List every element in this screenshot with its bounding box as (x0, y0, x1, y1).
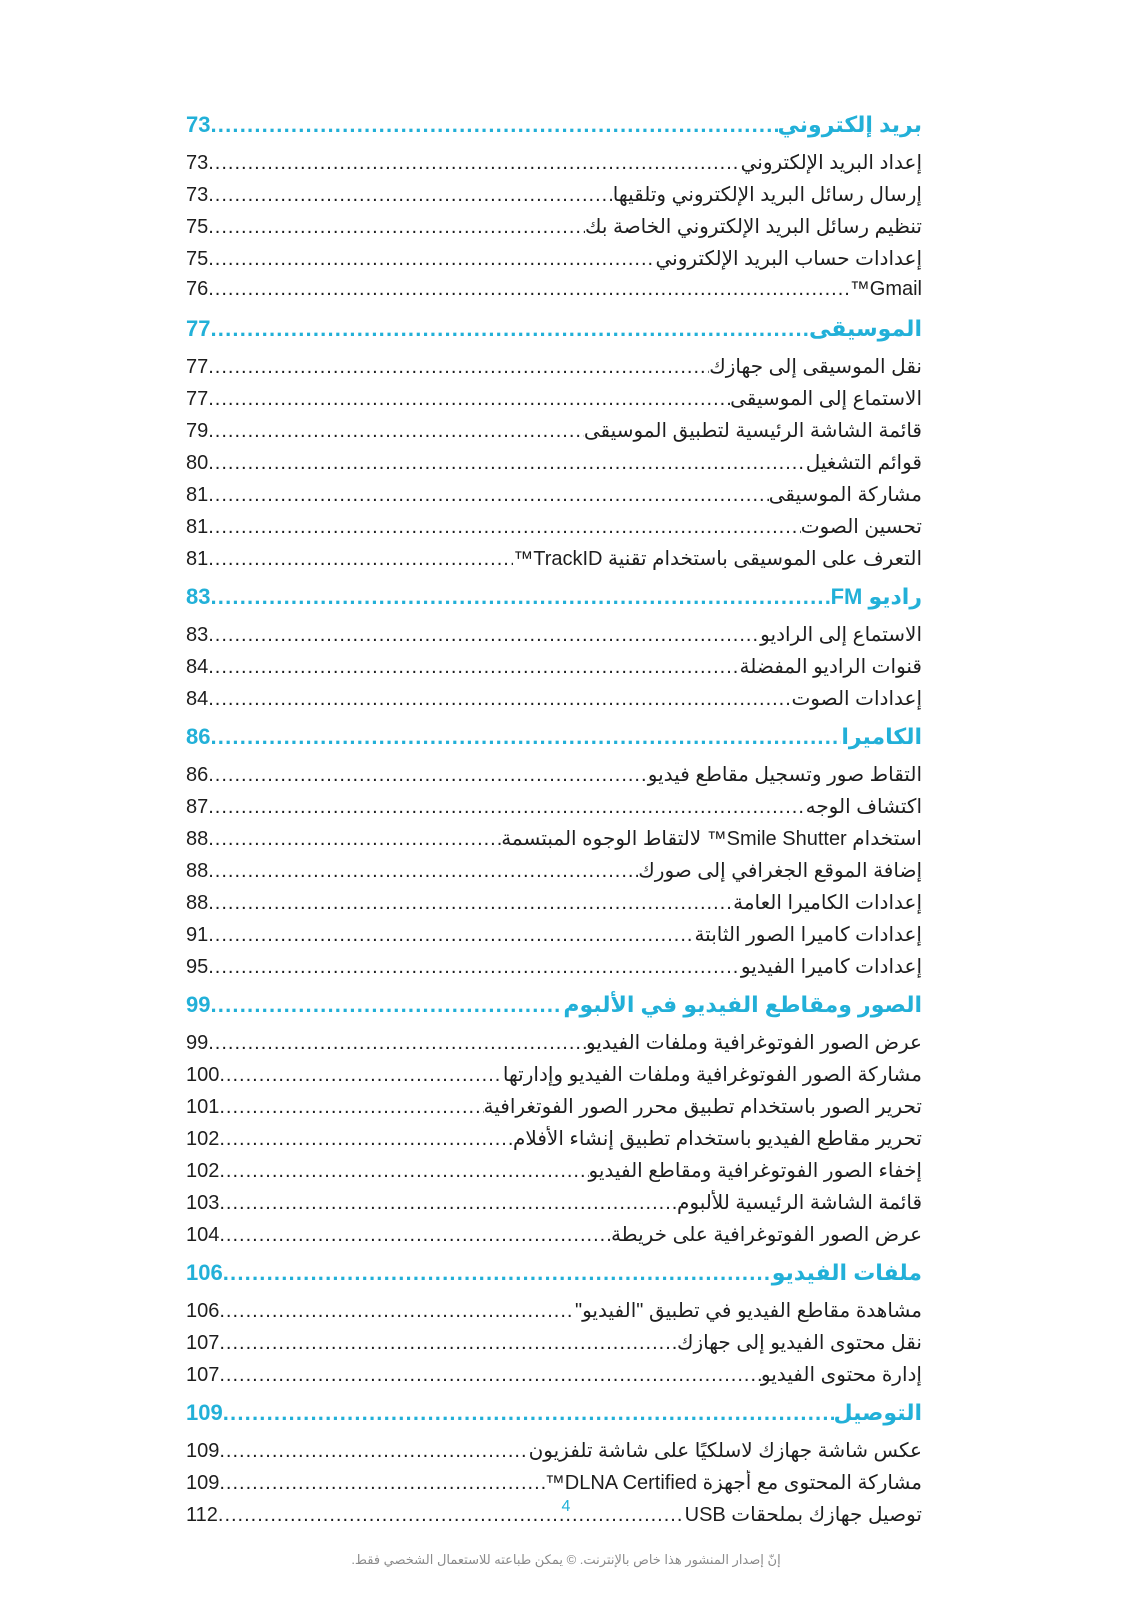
dot-leader (208, 656, 739, 679)
toc-entry[interactable] (186, 278, 922, 310)
toc-entry[interactable] (186, 1190, 922, 1222)
toc-entry-page-number: 99 (186, 1032, 209, 1054)
toc-heading[interactable] (186, 310, 922, 354)
dot-leader (219, 1224, 611, 1247)
dot-leader (208, 1032, 586, 1055)
dot-leader (219, 1332, 677, 1355)
toc-entry-title: عرض الصور الفوتوغرافية على خريطة (610, 1224, 922, 1246)
toc-entry[interactable] (186, 546, 922, 578)
toc-entry[interactable] (186, 1298, 922, 1330)
toc-entry-page-number: 81 (186, 548, 209, 570)
toc-entry-page-number: 87 (186, 796, 209, 818)
toc-entry-page-number: 104 (186, 1224, 220, 1246)
toc-heading[interactable] (186, 718, 922, 762)
toc-entry-title: تحسين الصوت (800, 516, 922, 538)
toc-entry[interactable] (186, 418, 922, 450)
toc-entry-title: إرسال رسائل البريد الإلكتروني وتلقيها (612, 184, 922, 206)
dot-leader (210, 112, 777, 138)
toc-entry-page-number: 77 (186, 388, 209, 410)
toc-entry-title: قنوات الراديو المفضلة (739, 656, 922, 678)
dot-leader (208, 624, 760, 647)
toc-entry-title: التعرف على الموسيقى باستخدام تقنية TrackID™ (513, 548, 922, 570)
dot-leader (208, 152, 740, 175)
toc-entry-page-number: 102 (186, 1160, 220, 1182)
toc-entry[interactable] (186, 794, 922, 826)
dot-leader (219, 1440, 528, 1463)
toc-entry-page-number: 100 (186, 1064, 220, 1086)
toc-entry-page-number: 81 (186, 484, 209, 506)
toc-heading-page-number: 99 (186, 992, 211, 1017)
toc-entry-title: إضافة الموقع الجغرافي إلى صورك (638, 860, 922, 882)
dot-leader (219, 1472, 544, 1495)
toc-entry-page-number: 77 (186, 356, 209, 378)
toc-heading-page-number: 83 (186, 584, 211, 609)
toc-heading[interactable] (186, 1394, 922, 1438)
toc-entry[interactable] (186, 654, 922, 686)
toc-entry[interactable] (186, 1126, 922, 1158)
dot-leader (210, 724, 841, 750)
toc-entry-title: عرض الصور الفوتوغرافية وملفات الفيديو (586, 1032, 922, 1054)
toc-section (186, 718, 922, 986)
toc-entry-title: قائمة الشاشة الرئيسية لتطبيق الموسيقى (583, 420, 922, 442)
toc-heading-page-number: 109 (186, 1400, 223, 1425)
toc-section (186, 106, 922, 310)
dot-leader (210, 992, 563, 1018)
toc-heading-page-number: 73 (186, 112, 211, 137)
toc-entry-page-number: 107 (186, 1364, 220, 1386)
toc-entry-page-number: 76 (186, 278, 209, 300)
toc-entry[interactable] (186, 1362, 922, 1394)
toc-entry-page-number: 73 (186, 152, 209, 174)
toc-entry[interactable] (186, 150, 922, 182)
toc-entry-title: إدارة محتوى الفيديو (760, 1364, 922, 1386)
dot-leader (219, 1192, 677, 1215)
toc-heading-title: التوصيل (833, 1400, 922, 1425)
toc-entry-title: إعدادات الصوت (791, 688, 922, 710)
toc-entry-title: التقاط صور وتسجيل مقاطع فيديو (647, 764, 922, 786)
dot-leader (210, 584, 830, 610)
dot-leader (219, 1160, 588, 1183)
dot-leader (208, 248, 655, 271)
toc-entry-title: الاستماع إلى الراديو (760, 624, 922, 646)
toc-entry[interactable] (186, 922, 922, 954)
toc-entry-page-number: 73 (186, 184, 209, 206)
toc-entry-title: تحرير مقاطع الفيديو باستخدام تطبيق إنشاء الأفلام (513, 1128, 922, 1150)
toc-entry[interactable] (186, 354, 922, 386)
toc-entry-page-number: 84 (186, 688, 209, 710)
dot-leader (208, 892, 733, 915)
dot-leader (208, 388, 730, 411)
toc-entry[interactable] (186, 1222, 922, 1254)
dot-leader (208, 356, 709, 379)
toc-entry-title: Gmail™ (849, 278, 922, 300)
toc-section (186, 986, 922, 1254)
toc-entry-title: إعدادات حساب البريد الإلكتروني (655, 248, 922, 270)
dot-leader (210, 316, 808, 342)
toc-entry[interactable] (186, 1062, 922, 1094)
toc-heading-title: بريد إلكتروني (777, 112, 922, 137)
toc-entry[interactable] (186, 450, 922, 482)
toc-entry[interactable] (186, 858, 922, 890)
toc-entry-title: إعدادات كاميرا الفيديو (740, 956, 922, 978)
toc-heading[interactable] (186, 1254, 922, 1298)
toc-entry[interactable] (186, 1158, 922, 1190)
toc-entry-title: عكس شاشة جهازك لاسلكيًا على شاشة تلفزيون (528, 1440, 922, 1462)
toc-entry-page-number: 112 (186, 1504, 218, 1526)
toc-entry-page-number: 107 (186, 1332, 220, 1354)
toc-entry-page-number: 80 (186, 452, 209, 474)
dot-leader (208, 278, 850, 301)
dot-leader (208, 548, 513, 571)
toc-entry-page-number: 86 (186, 764, 209, 786)
toc-entry-title: مشاركة الموسيقى (768, 484, 922, 506)
dot-leader (219, 1300, 575, 1323)
toc-entry-title: تحرير الصور باستخدام تطبيق محرر الصور الفوتغرافية (483, 1096, 922, 1118)
toc-entry-page-number: 83 (186, 624, 209, 646)
dot-leader (223, 1400, 834, 1426)
toc-entry[interactable] (186, 514, 922, 546)
toc-entry[interactable] (186, 1094, 922, 1126)
toc-heading-title: الموسيقى (808, 316, 922, 341)
toc-heading-title: راديو FM (830, 584, 922, 609)
toc-entry-page-number: 91 (186, 924, 209, 946)
dot-leader (208, 924, 694, 947)
toc-heading-page-number: 106 (186, 1260, 223, 1285)
dot-leader (208, 184, 613, 207)
toc-entry[interactable] (186, 182, 922, 214)
toc-entry-title: إعدادات الكاميرا العامة (733, 892, 922, 914)
toc-entry-title: الاستماع إلى الموسيقى (730, 388, 922, 410)
toc-entry[interactable] (186, 1438, 922, 1470)
toc-section (186, 578, 922, 718)
dot-leader (208, 484, 769, 507)
toc-entry-page-number: 101 (186, 1096, 220, 1118)
dot-leader (208, 452, 806, 475)
toc-entry-title: نقل محتوى الفيديو إلى جهازك (676, 1332, 922, 1354)
dot-leader (208, 860, 638, 883)
toc-entry[interactable] (186, 890, 922, 922)
toc-entry[interactable] (186, 386, 922, 418)
toc-entry[interactable] (186, 214, 922, 246)
toc-entry-page-number: 95 (186, 956, 209, 978)
toc-entry-page-number: 106 (186, 1300, 220, 1322)
toc-heading-page-number: 77 (186, 316, 211, 341)
toc-entry[interactable] (186, 482, 922, 514)
toc-entry-title: اكتشاف الوجه (805, 796, 922, 818)
dot-leader (208, 796, 805, 819)
dot-leader (208, 516, 800, 539)
table-of-contents (186, 106, 922, 1534)
toc-entry[interactable] (186, 762, 922, 794)
toc-entry[interactable] (186, 246, 922, 278)
toc-entry-title: تنظيم رسائل البريد الإلكتروني الخاصة بك (585, 216, 922, 238)
toc-heading-title: ملفات الفيديو (771, 1260, 922, 1285)
toc-entry-page-number: 75 (186, 248, 209, 270)
toc-entry[interactable] (186, 622, 922, 654)
toc-heading[interactable] (186, 578, 922, 622)
toc-entry-title: قوائم التشغيل (805, 452, 922, 474)
toc-entry-title: مشاهدة مقاطع الفيديو في تطبيق "الفيديو" (575, 1300, 922, 1322)
toc-entry-title: استخدام Smile Shutter™ لالتقاط الوجوه المبتسمة (501, 828, 922, 850)
toc-entry-page-number: 102 (186, 1128, 220, 1150)
dot-leader (219, 1096, 483, 1119)
toc-entry[interactable] (186, 954, 922, 986)
toc-heading-title: الكاميرا (841, 724, 922, 749)
toc-entry-page-number: 88 (186, 860, 209, 882)
toc-entry-page-number: 79 (186, 420, 209, 442)
toc-heading-page-number: 86 (186, 724, 211, 749)
toc-section (186, 310, 922, 578)
toc-entry-title: إعدادات كاميرا الصور الثابتة (694, 924, 922, 946)
dot-leader (208, 828, 501, 851)
dot-leader (208, 688, 791, 711)
toc-entry-page-number: 84 (186, 656, 209, 678)
toc-entry-title: مشاركة الصور الفوتوغرافية وملفات الفيديو وإدارتها (502, 1064, 922, 1086)
dot-leader (223, 1260, 772, 1286)
toc-entry-title: توصيل جهازك بملحقات USB (684, 1504, 922, 1526)
toc-entry[interactable] (186, 1030, 922, 1062)
toc-heading-title: الصور ومقاطع الفيديو في الألبوم (563, 992, 922, 1017)
toc-entry-page-number: 75 (186, 216, 209, 238)
toc-entry[interactable] (186, 1330, 922, 1362)
toc-entry-page-number: 81 (186, 516, 209, 538)
footer-note: إنّ إصدار المنشور هذا خاص بالإنترنت. © يمكن طباعته للاستعمال الشخصي فقط. (351, 1552, 781, 1567)
toc-entry-page-number: 109 (186, 1472, 220, 1494)
toc-entry[interactable] (186, 686, 922, 718)
toc-heading[interactable] (186, 986, 922, 1030)
toc-entry-page-number: 88 (186, 892, 209, 914)
page-number: 4 (561, 1498, 571, 1515)
toc-entry-title: قائمة الشاشة الرئيسية للألبوم (677, 1192, 922, 1214)
toc-entry-page-number: 103 (186, 1192, 220, 1214)
toc-entry-title: إعداد البريد الإلكتروني (740, 152, 922, 174)
toc-entry-title: نقل الموسيقى إلى جهازك (709, 356, 922, 378)
toc-heading[interactable] (186, 106, 922, 150)
dot-leader (208, 956, 741, 979)
toc-entry-page-number: 109 (186, 1440, 220, 1462)
dot-leader (208, 420, 584, 443)
toc-entry-title: مشاركة المحتوى مع أجهزة DLNA Certified™ (544, 1472, 922, 1494)
dot-leader (219, 1364, 761, 1387)
dot-leader (219, 1128, 513, 1151)
toc-entry-title: إخفاء الصور الفوتوغرافية ومقاطع الفيديو (588, 1160, 922, 1182)
toc-entry[interactable] (186, 826, 922, 858)
dot-leader (219, 1064, 502, 1087)
toc-entry-page-number: 88 (186, 828, 209, 850)
toc-section (186, 1254, 922, 1394)
dot-leader (208, 764, 648, 787)
dot-leader (208, 216, 585, 239)
